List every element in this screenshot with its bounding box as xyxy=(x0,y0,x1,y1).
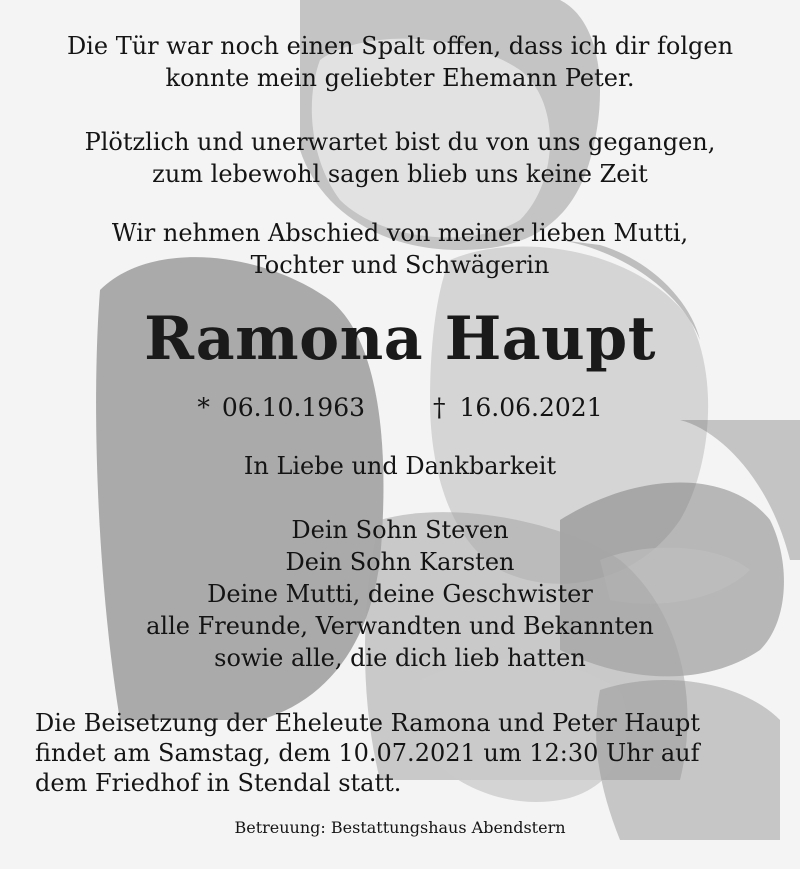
death-date: 16.06.2021 xyxy=(459,393,603,422)
farewell-line-2: Tochter und Schwägerin xyxy=(250,251,550,279)
death-date-group xyxy=(433,392,603,424)
funeral-notice xyxy=(35,708,775,798)
verse-2-line-2: zum lebewohl sagen blieb uns keine Zeit xyxy=(152,160,648,188)
deceased-name: Ramona Haupt xyxy=(144,304,656,374)
farewell-text xyxy=(0,217,800,281)
farewell-line-1: Wir nehmen Abschied von meiner lieben Mutti, xyxy=(111,219,689,247)
mourner-line: Deine Mutti, deine Geschwister xyxy=(207,580,593,608)
birth-symbol: * xyxy=(197,393,210,422)
death-symbol: † xyxy=(432,393,446,422)
birth-date-group xyxy=(197,392,365,424)
funeral-notice-line-1: Die Beisetzung der Eheleute Ramona und Peter Haupt xyxy=(35,709,701,737)
mourner-line: Dein Sohn Steven xyxy=(291,516,509,544)
verse-2-line-1: Plötzlich und unerwartet bist du von uns gegangen, xyxy=(84,128,716,156)
mourner-line: alle Freunde, Verwandten und Bekannten xyxy=(146,612,654,640)
verse-1 xyxy=(0,30,800,94)
mourners-list xyxy=(0,514,800,674)
mourner-line: sowie alle, die dich lieb hatten xyxy=(214,644,586,672)
verse-1-line-1: Die Tür war noch einen Spalt offen, dass ich dir folgen xyxy=(66,32,734,60)
verse-1-line-2: konnte mein geliebter Ehemann Peter. xyxy=(165,64,635,92)
funeral-home-note: Betreuung: Bestattungshaus Abendstern xyxy=(234,818,566,837)
funeral-notice-line-2: findet am Samstag, dem 10.07.2021 um 12:30 Uhr auf xyxy=(35,739,700,767)
birth-date: 06.10.1963 xyxy=(221,393,366,422)
gratitude-line: In Liebe und Dankbarkeit xyxy=(243,452,557,480)
mourner-line: Dein Sohn Karsten xyxy=(285,548,515,576)
verse-2 xyxy=(0,126,800,190)
funeral-notice-line-3: dem Friedhof in Stendal statt. xyxy=(35,769,402,797)
life-dates xyxy=(0,392,800,424)
